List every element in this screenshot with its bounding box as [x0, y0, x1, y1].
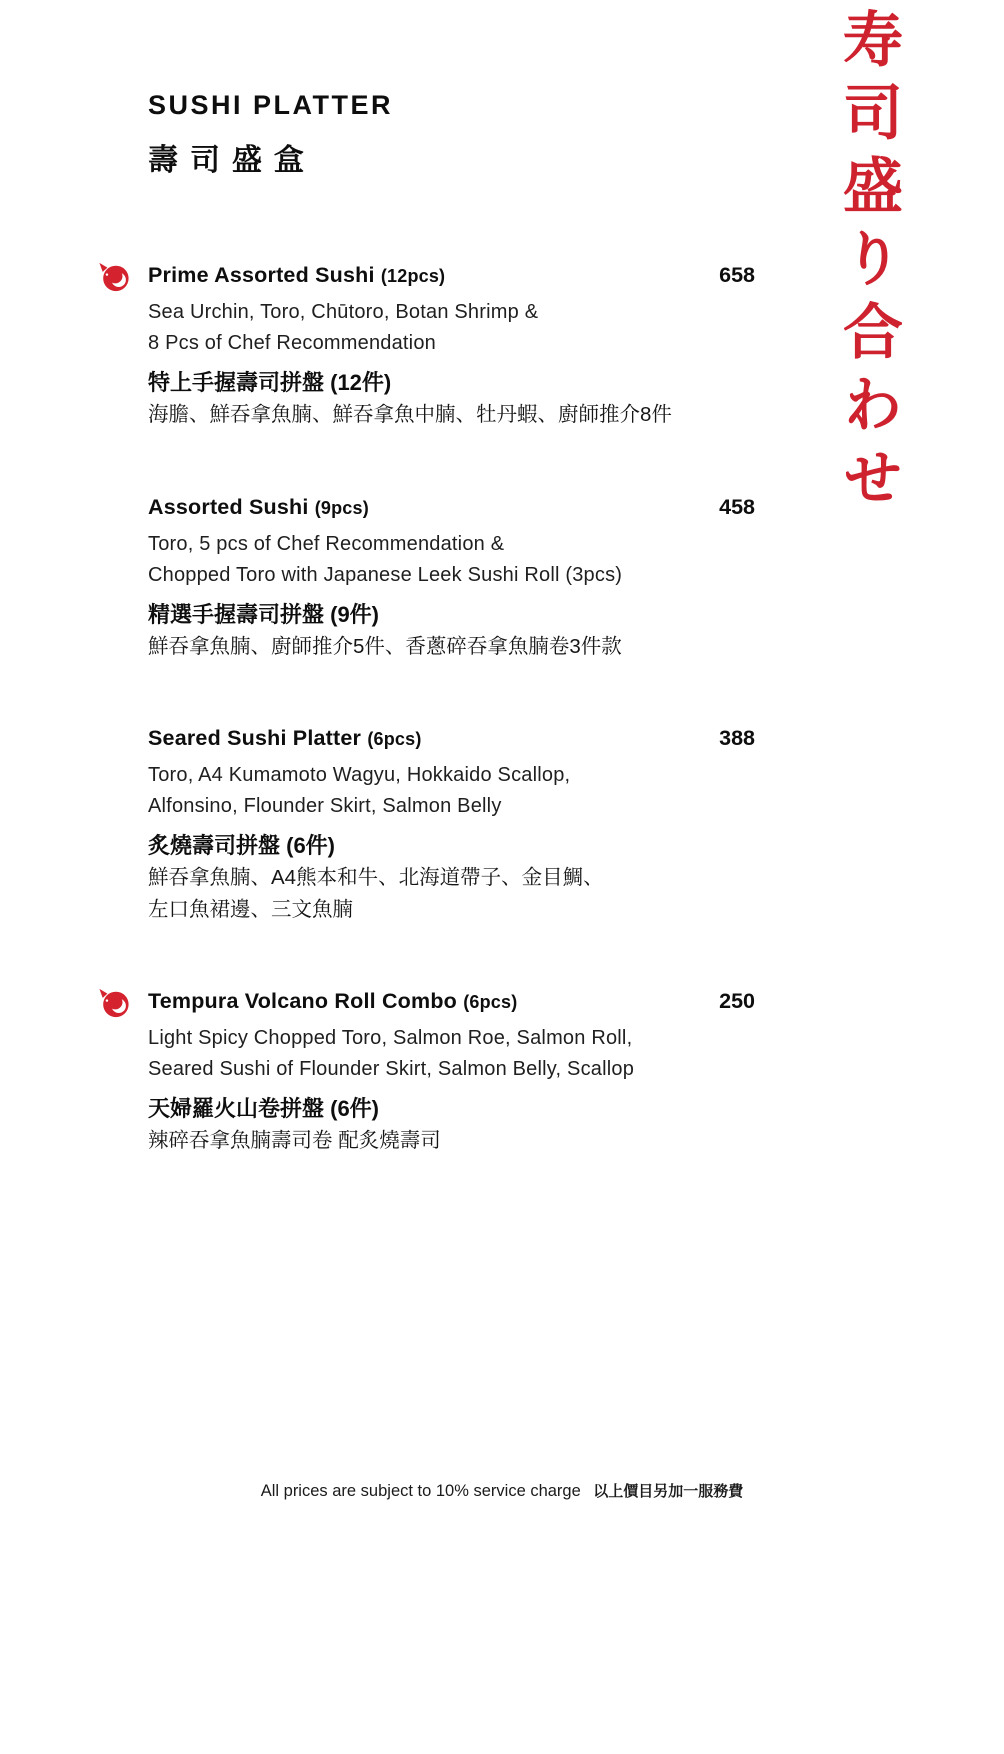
- item-name-text: Assorted Sushi: [148, 494, 309, 519]
- menu-item-assorted-sushi: [148, 492, 755, 663]
- item-name: [148, 723, 422, 754]
- item-price: 458: [719, 494, 755, 519]
- desc-line: Toro, 5 pcs of Chef Recommendation &: [148, 532, 505, 555]
- item-portion: (12pcs): [380, 266, 446, 286]
- item-portion: (6pcs): [367, 729, 422, 749]
- item-name: [148, 986, 517, 1017]
- menu-item-prime-assorted-sushi: [148, 260, 755, 431]
- item-description: [148, 297, 755, 359]
- menu-item-seared-sushi-platter: [148, 723, 755, 925]
- item-description: [148, 760, 755, 822]
- item-description: [148, 529, 755, 591]
- desc-line: Seared Sushi of Flounder Skirt, Salmon Belly, Scallop: [148, 1058, 635, 1080]
- item-name: [148, 492, 369, 523]
- item-header: [148, 723, 755, 754]
- item-name-text: Prime Assorted Sushi: [148, 263, 375, 287]
- item-name-text: Tempura Volcano Roll Combo: [148, 989, 458, 1013]
- desc-line: Toro, A4 Kumamoto Wagyu, Hokkaido Scallop,: [148, 764, 571, 786]
- item-name-chinese: 精選手握壽司拼盤 (9件): [148, 601, 380, 627]
- item-description-chinese: 辣碎吞拿魚腩壽司卷 配炙燒壽司: [148, 1129, 441, 1152]
- item-description-chinese: 左口魚裙邊、三文魚腩: [148, 897, 353, 921]
- item-name-chinese: 炙燒壽司拼盤 (6件): [148, 833, 336, 858]
- item-portion: (9pcs): [314, 497, 369, 518]
- item-price: 658: [719, 263, 755, 287]
- fish-icon: [98, 987, 130, 1019]
- item-name-text: Seared Sushi Platter: [148, 726, 362, 750]
- item-price: 250: [719, 989, 755, 1013]
- page-title-chinese: 壽司盛盒: [148, 144, 316, 177]
- vertical-japanese-banner: 寿司盛り合わせ: [835, 8, 902, 519]
- item-name-chinese: 特上手握壽司拼盤 (12件): [148, 370, 392, 395]
- item-name-chinese: 天婦羅火山卷拼盤 (6件): [148, 1096, 380, 1121]
- item-price: 388: [719, 726, 755, 750]
- item-description-chinese: 鮮吞拿魚腩、廚師推介5件、香蔥碎吞拿魚腩卷3件款: [148, 634, 622, 658]
- desc-line: 8 Pcs of Chef Recommendation: [148, 332, 436, 354]
- footer-note-english: All prices are subject to 10% service charge: [260, 1482, 581, 1500]
- item-description: [148, 1023, 755, 1085]
- menu-list: [148, 260, 755, 1218]
- item-description-chinese: 鮮吞拿魚腩、A4熊本和牛、北海道帶子、金目鯛、: [148, 866, 604, 889]
- desc-line: Chopped Toro with Japanese Leek Sushi Roll (3pcs): [148, 563, 623, 586]
- desc-line: Light Spicy Chopped Toro, Salmon Roe, Salmon Roll,: [148, 1027, 633, 1049]
- item-header: [148, 986, 755, 1017]
- item-name: [148, 260, 445, 291]
- item-header: [148, 260, 755, 291]
- page-title: SUSHI PLATTER: [148, 90, 394, 120]
- menu-item-tempura-volcano-roll-combo: [148, 986, 755, 1157]
- item-portion: (6pcs): [463, 992, 518, 1012]
- item-header: [148, 492, 755, 523]
- footer-note-chinese: 以上價目另加一服務費: [593, 1483, 744, 1500]
- fish-icon: [98, 261, 130, 293]
- page-header: [148, 90, 393, 179]
- footer-service-charge-note: [0, 1480, 1004, 1501]
- item-description-chinese: 海膽、鮮吞拿魚腩、鮮吞拿魚中腩、牡丹蝦、廚師推介8件: [148, 403, 672, 426]
- desc-line: Sea Urchin, Toro, Chūtoro, Botan Shrimp &: [148, 301, 539, 323]
- desc-line: Alfonsino, Flounder Skirt, Salmon Belly: [148, 795, 502, 817]
